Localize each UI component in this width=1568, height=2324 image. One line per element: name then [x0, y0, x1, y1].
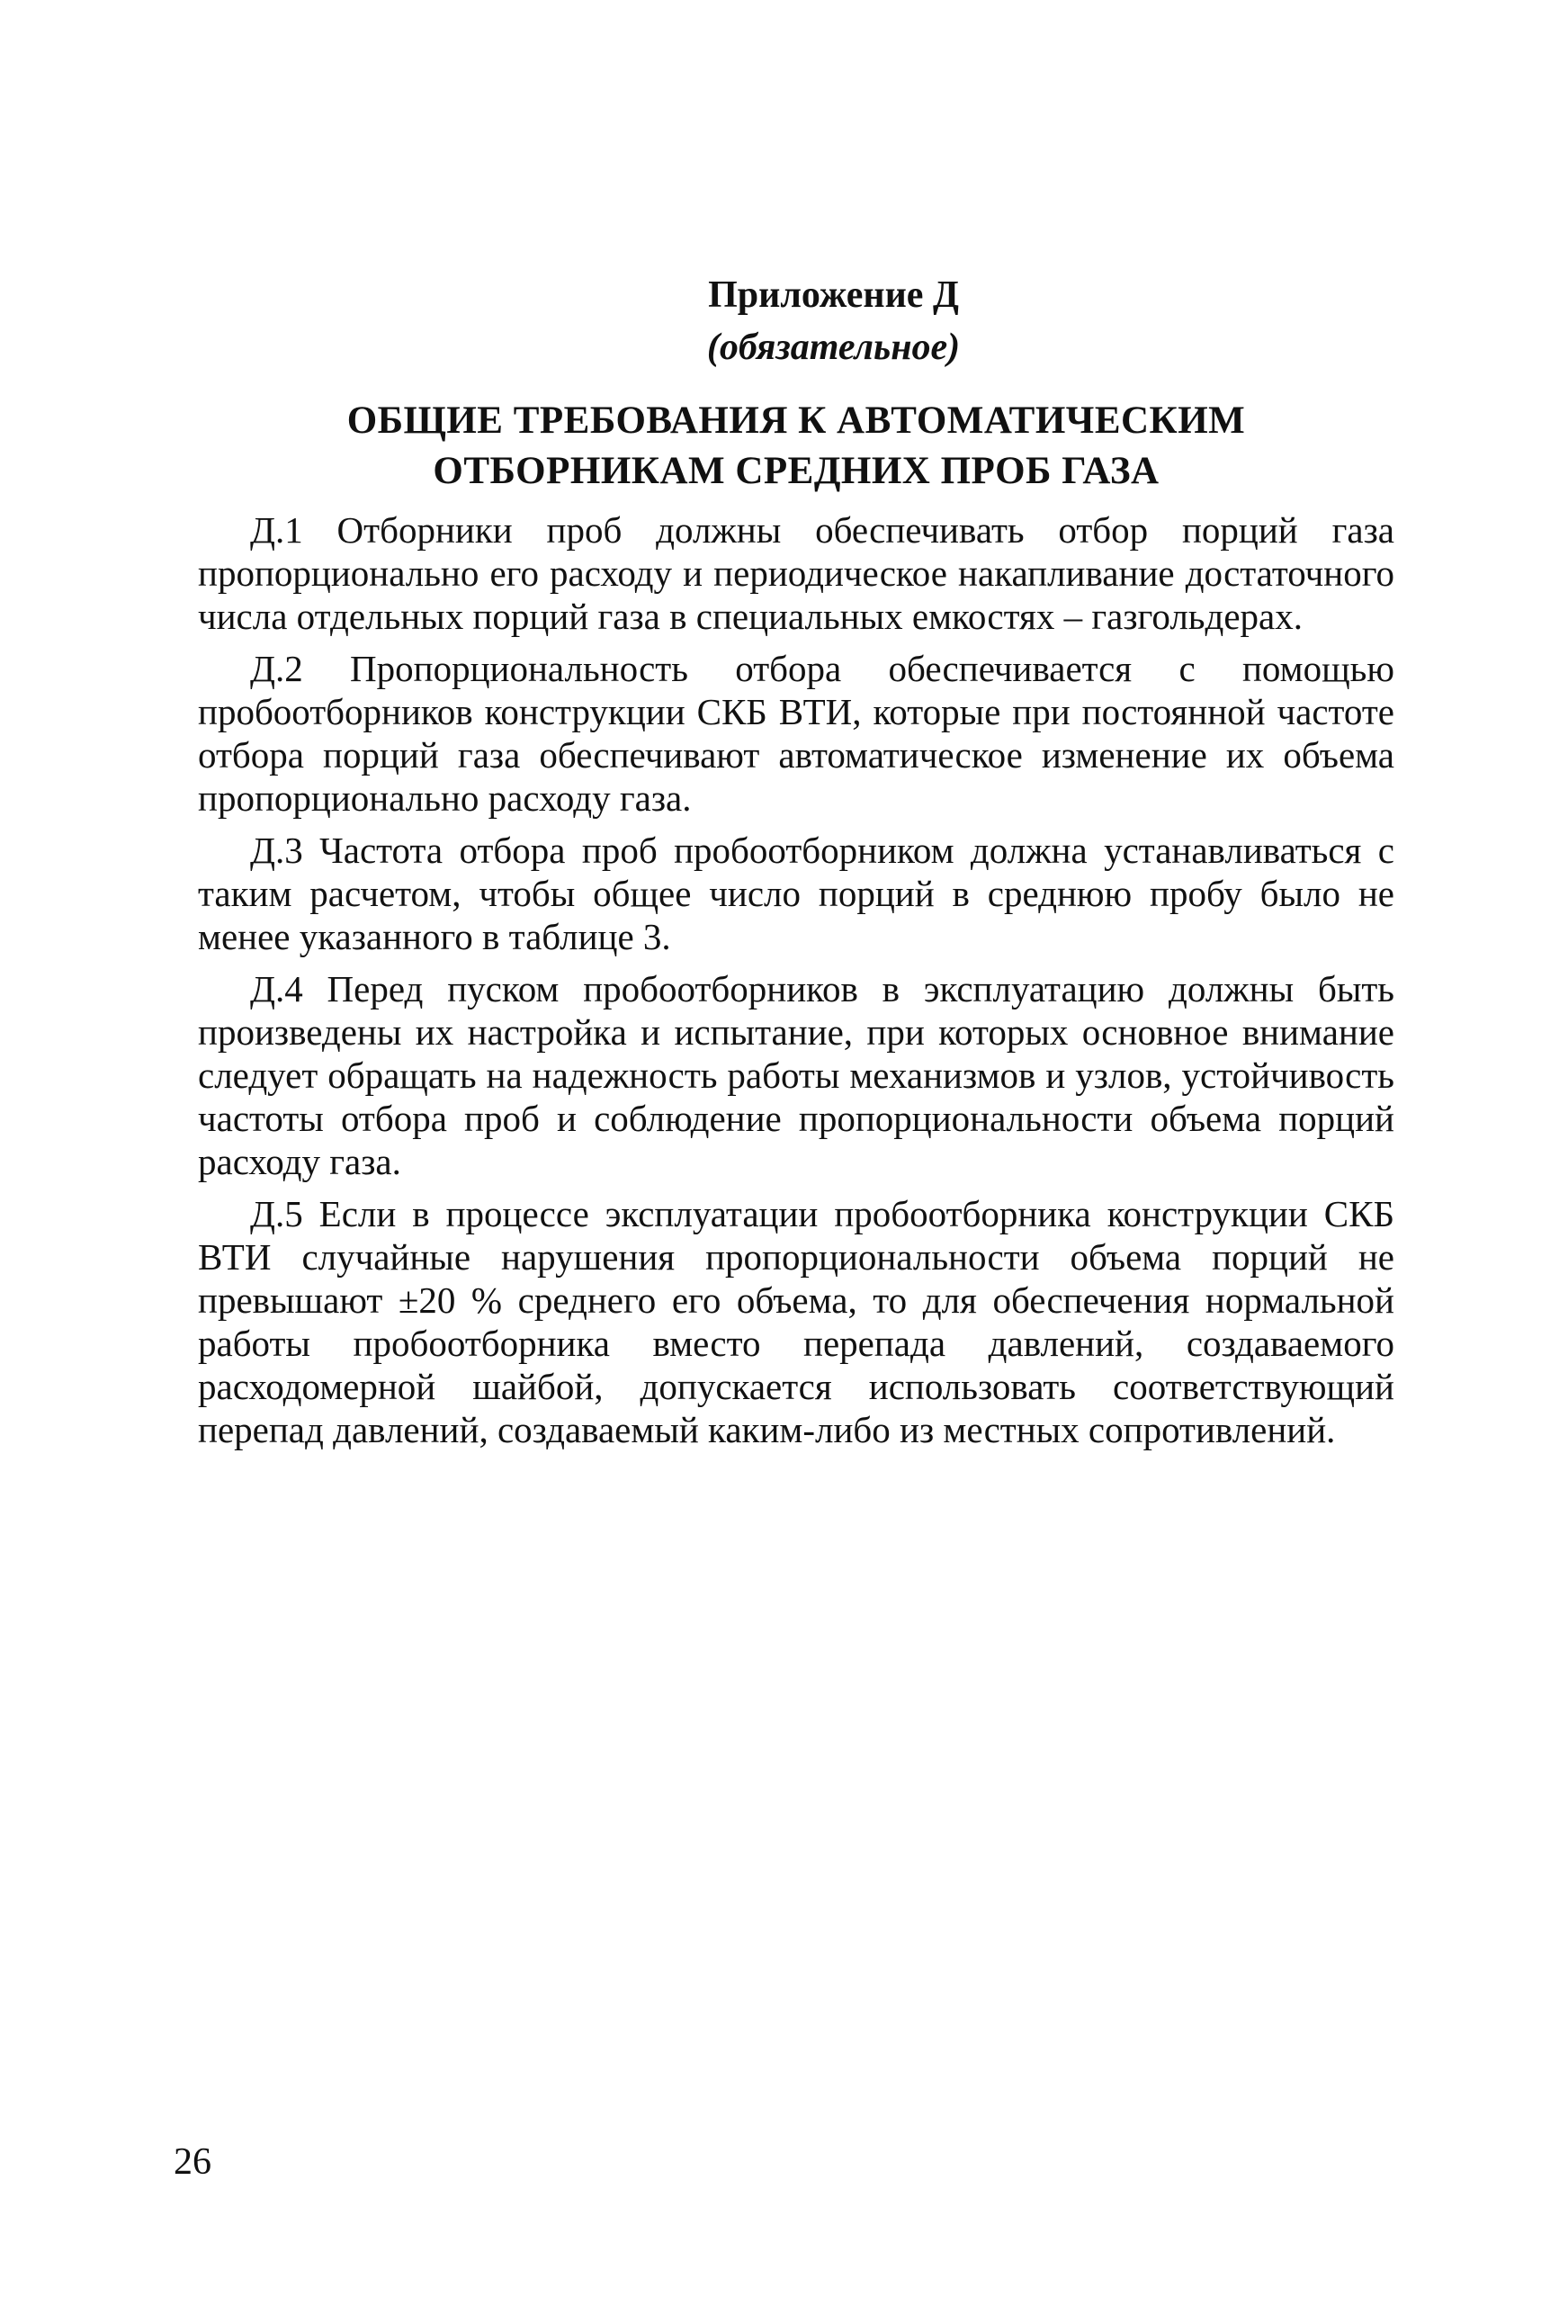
paragraph-d5: Д.5 Если в процессе эксплуатации пробоотборника конструкции СКБ ВТИ случайные нарушения пропорциональности объема порций не превышают ±20 % среднего его объема, то для обеспечения нормальной работы пробоотборника вместо перепада давлений, создаваемого расходомерной шайбой, допускается использовать соответствующий перепад давлений, создаваемый каким-либо из местных сопротивлений. [198, 1193, 1394, 1450]
paragraph-d1: Д.1 Отборники проб должны обеспечивать отбор порций газа пропорционально его расходу и периодическое накапливание достаточного числа отдельных порций газа в специальных емкостях – газгольдерах. [198, 509, 1394, 637]
section-title-line-1: ОБЩИЕ ТРЕБОВАНИЯ К АВТОМАТИЧЕСКИМ [346, 399, 1246, 442]
section-title-line-2: ОТБОРНИКАМ СРЕДНИХ ПРОБ ГАЗА [433, 450, 1160, 492]
page-number: 26 [174, 2141, 211, 2183]
appendix-status-note: (обязательное) [706, 327, 961, 368]
paragraph-d2: Д.2 Пропорциональность отбора обеспечивается с помощью пробоотборников конструкции СКБ ВТИ, которые при постоянной частоте отбора порций газа обеспечивают автоматическое изменение их объема пропорционально расходу газа. [198, 648, 1394, 819]
paragraph-d3: Д.3 Частота отбора проб пробоотборником должна устанавливаться с таким расчетом, чтобы общее число порций в среднюю пробу было не менее указанного в таблице 3. [198, 830, 1394, 957]
paragraph-d4: Д.4 Перед пуском пробоотборников в эксплуатацию должны быть произведены их настройка и испытание, при которых основное внимание следует обращать на надежность работы механизмов и узлов, устойчивость частоты отбора проб и соблюдение пропорциональности объема порций расходу газа. [198, 968, 1394, 1182]
appendix-label: Приложение Д [708, 274, 959, 316]
section-title [198, 396, 1394, 497]
body-text [198, 508, 1394, 1460]
